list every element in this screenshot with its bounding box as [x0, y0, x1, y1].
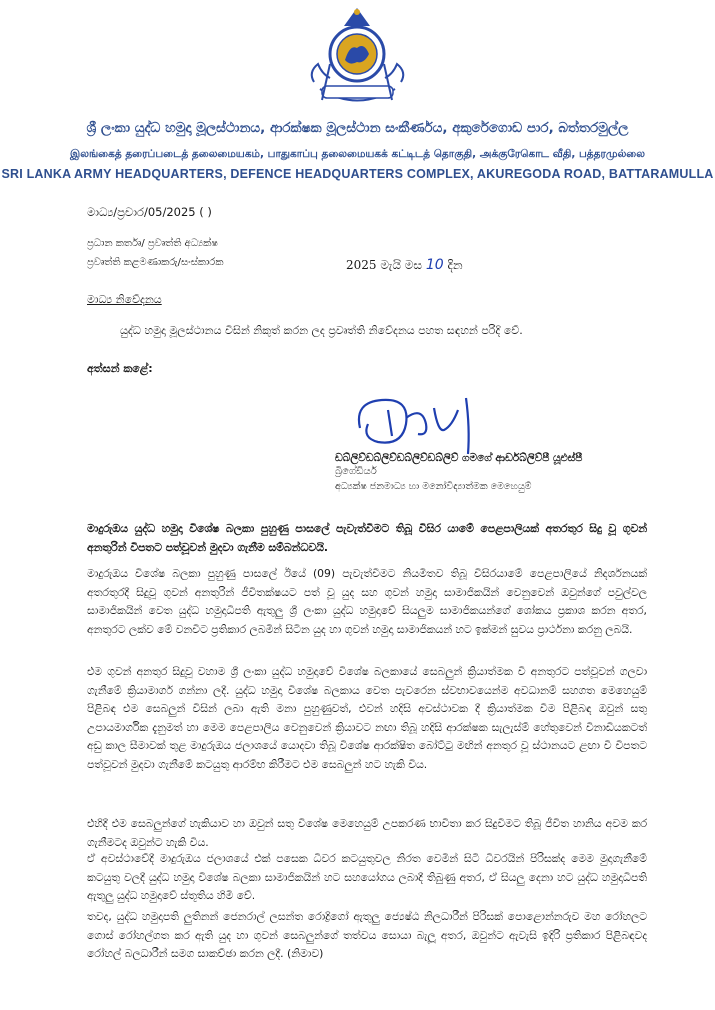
date-day: 10	[425, 257, 444, 273]
date-suffix: දින	[447, 258, 463, 272]
header-sinhala: ශ්‍රී ලංකා යුද්ධ හමුදා මූලස්ථානය, ආරක්ෂක මූලස්ථාන සංකීර්ණය, අකුරේගොඩ පාර, බත්තරමුල්ල	[86, 120, 629, 136]
addressee-line-2: ප්‍රවෘත්ති කළමණාකරු/සංස්කාරක	[87, 257, 224, 268]
release-headline: මාදුරුඔය යුද්ධ හමුදා විශේෂ බලකා පුහුණු පාසලේ පැවැත්වීමට තිබූ විසිර යාමේ පෙළපාලියක් අතරතුර සිදු වූ ගුවන් අනතුරින් විපතට පත්වූවන් මුදවා ගැනීම සම්බන්ධවයි.	[87, 522, 647, 554]
header-tamil: இலங்கைத் தரைப்படைத் தலைமையகம், பாதுகாப்பு தலைமையகக் கட்டிடத் தொகுதி, அக்குரேகொட வீதி, பத்தரமுல்லை	[70, 148, 645, 160]
intro-line: යුද්ධ හමුදා මූලස්ථානය විසින් නිකුත් කරන ලද ප්‍රවෘත්ති නිවේදනය පහත සඳහන් පරිදි වේ.	[120, 324, 523, 337]
letter-date	[346, 257, 463, 273]
subject-label: මාධ්‍ය නිවේදනය	[87, 293, 162, 306]
paragraph-3: එහිදී එම සෙබලුන්ගේ හැකියාව හා ඔවුන් සතු විශේෂ මෙහෙයුම් උපකරණ භාවිතා කර සිදුවීමට තිබූ ජීවිත හානිය අවම කර ගැනීමටද ඔවුන්ට හැකි විය.	[87, 817, 647, 849]
paragraph-2: එම ගුවන් අනතුර සිදුවූ වහාම ශ්‍රී ලංකා යුද්ධ හමුදාවේ විශේෂ බලකායේ සෙබලුන් ක්‍රියාත්මක වී අනතුරට පත්වූවන් ගලවා ගැනීමේ ක්‍රියාමාර්ග ගන්නා ලදී. යුද්ධ හමුදා විශේෂ බලකාය වෙත පැවරෙන ස්වභාවයෙන්ම අවධානම් සහගත මෙහෙයුම් පිළිබඳ එම සෙබලුන් විසින් ලබා ඇති මනා පුහුණුවත්, එවන් හදිසි අවස්ථාවක දී ක්‍රියාත්මක වීම පිළිබඳ ඔවුන් සතු උපායමාර්ගික දැනුමත් හා මෙම පෙළපාලිය වෙනුවෙන් ක්‍රියාවට නඟා තිබූ හදිසි ආරක්ෂක සැලැස්ම් හේතුවෙන් විනාඩියකටත් අඩු කාල සීමාවක් තුළ මාදුරුඔය ජලාශයේ යොදවා තිබූ විශේෂ ආරක්ෂිත බෝට්ටු මඟින් අනතුර වූ ස්ථානයට ළඟා වී විපතට පත්වූවන් මුදවා ගැනීමේ කටයුතු ආරම්භ කිරීමට එම සෙබලුන් හට හැකි විය.	[87, 665, 647, 771]
reference-number: මාධ්‍ය/ප්‍රචාර/05/2025 ( )	[87, 205, 212, 219]
addressee-line-1: ප්‍රධාන කර්තෘ/ ප්‍රවෘත්ති අධ්‍යක්ෂ	[87, 238, 218, 249]
handwritten-signature	[348, 388, 488, 460]
paragraph-1: මාදුරුඔය විශේෂ බලකා පුහුණු පාසලේ ඊයේ (09) පැවැත්වීමට නියමිතව තිබූ විසිරයාමේ පෙළපාලියේ නිදර්ශනයක් අතරතුරදී සිදුවූ ගුවන් අනතුරින් ජීවිතක්ෂයට පත් වූ යුද සහ ගුවන් හමුදා සාමාජිකයින් වෙනුවෙන් ඔවුන්ගේ පවුල්වල සාමාජිකයින් වෙත යුද්ධ හමුදාධිපති ඇතුලු ශ්‍රී ලංකා යුද්ධ හමුදාවේ සියලුම සාමාජිකයන්ගේ ශෝකය ප්‍රකාශ කරන අතර, අනතුරට ලක්ව මේ වනවිට ප්‍රතිකාර ලබමින් සිටින යුද හා ගුවන් හමුදා සාමාජිකයන් හට ඉක්මන් සුවය ප්‍රාර්ථනා කරනු ලබයි.	[87, 567, 647, 636]
signatory-title: අධ්‍යක්ෂ ජනමාධ්‍ය හා මනෝවිද්‍යාත්මක මෙහෙයුම්	[335, 481, 532, 492]
paragraph-5: තවද, යුද්ධ හමුදාපති ලුතිනන් ජෙනරාල් ලසන්ත රොද්‍රිගෝ ඇතුලු ජ්‍යෙෂ්ඨ නිලධාරීන් පිරිසක් පොළොන්නරුව මහ රෝහලට ගොස් රෝහල්ගත කර ඇති යුද හා ගුවන් සෙබලුන්ගේ තත්වය සොයා බැලූ අතර, ඔවුන්ට ඇවැසි ඉදිරි ප්‍රතිකාර පිළිබඳවද රෝහල් බලධාරීන් සමග සාකච්ඡා කරන ලදී. (නිමාව)	[87, 910, 647, 960]
signed-label: අත්සන් කළේ:	[87, 362, 153, 375]
paragraph-4: ඒ අවස්ථාවේදී මාදුරුඔය ජලාශයේ එක් පසෙක ධීවර කටයුතුවල නිරත වෙමින් සිටි ධීවරයින් පිරිසක්ද මෙම මුදාගැනීමේ කටයුතු වලදී යුද්ධ හමුදා විශේෂ බලකා සාමාජිකයින් හට සහයෝගය ලබාදී තිබුණු අතර, ඒ සියලු දෙනා හට යුද්ධ හමුදාධිපති ඇතුලු යුද්ධ හමුදාවේ ස්තූතිය හිමි වේ.	[87, 852, 647, 902]
signatory-name: ඩබ්ලිව්ඩබ්ලිව්ඩබ්ලිව්ඩබ්ලිව් ගමගේ ආර්ඩබ්ලිව්පී යූඑස්පී	[335, 452, 583, 464]
date-prefix: 2025 මැයි මස	[346, 258, 423, 272]
signatory-rank: බ්‍රිගේඩියර්	[335, 466, 377, 477]
army-emblem-icon	[300, 4, 415, 114]
header-english: SRI LANKA ARMY HEADQUARTERS, DEFENCE HEADQUARTERS COMPLEX, AKUREGODA ROAD, BATTARAMULLA	[1, 167, 714, 181]
